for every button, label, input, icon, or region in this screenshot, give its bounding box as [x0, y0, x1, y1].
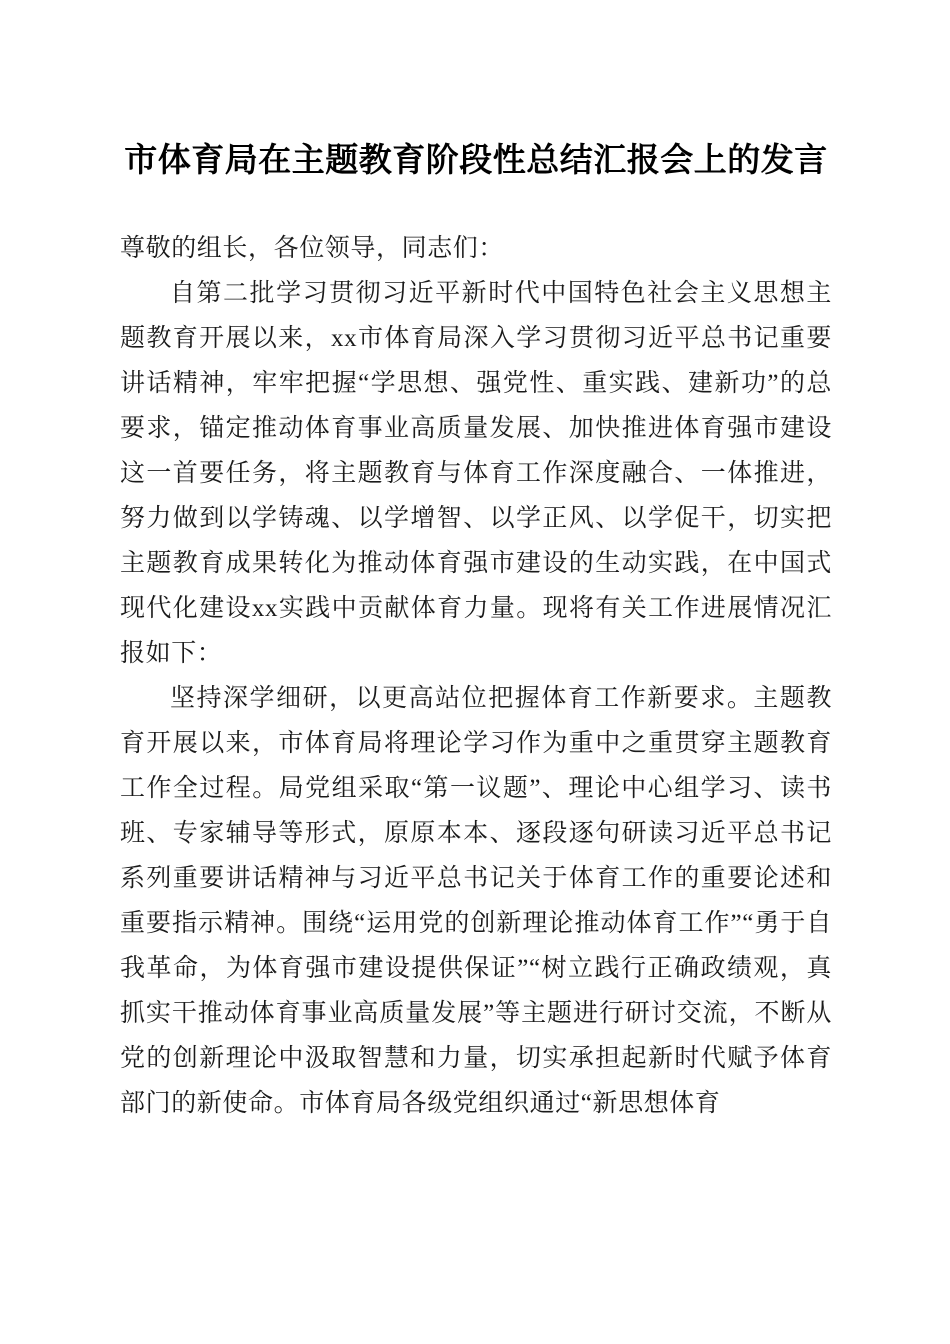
paragraph-theory-study: 坚持深学细研，以更高站位把握体育工作新要求。主题教育开展以来，市体育局将理论学习作为重中之重贯穿主题教育工作全过程。局党组采取“第一议题”、理论中心组学习、读书班、专家辅导等形式，原原本本、逐段逐句研读习近平总书记系列重要讲话精神与习近平总书记关于体育工作的重要论述和重要指示精神。围绕“运用党的创新理论推动体育工作”“勇于自我革命，为体育强市建设提供保证”“树立践行正确政绩观，真抓实干推动体育事业高质量发展”等主题进行研讨交流，不断从党的创新理论中汲取智慧和力量，切实承担起新时代赋予体育部门的新使命。市体育局各级党组织通过“新思想体育 [120, 685, 832, 1117]
document-title: 市体育局在主题教育阶段性总结汇报会上的发言 [124, 143, 828, 179]
paragraph-intro: 自第二批学习贯彻习近平新时代中国特色社会主义思想主题教育开展以来，xx市体育局深入学习贯彻习近平总书记重要讲话精神，牢牢把握“学思想、强党性、重实践、建新功”的总要求，锚定推动体育事业高质量发展、加快推进体育强市建设这一首要任务，将主题教育与体育工作深度融合、一体推进，努力做到以学铸魂、以学增智、以学正风、以学促干，切实把主题教育成果转化为推动体育强市建设的生动实践，在中国式现代化建设xx实践中贡献体育力量。现将有关工作进展情况汇报如下： [120, 280, 832, 667]
paragraph-greeting: 尊敬的组长，各位领导，同志们： [120, 235, 505, 262]
document-body [120, 226, 832, 1126]
